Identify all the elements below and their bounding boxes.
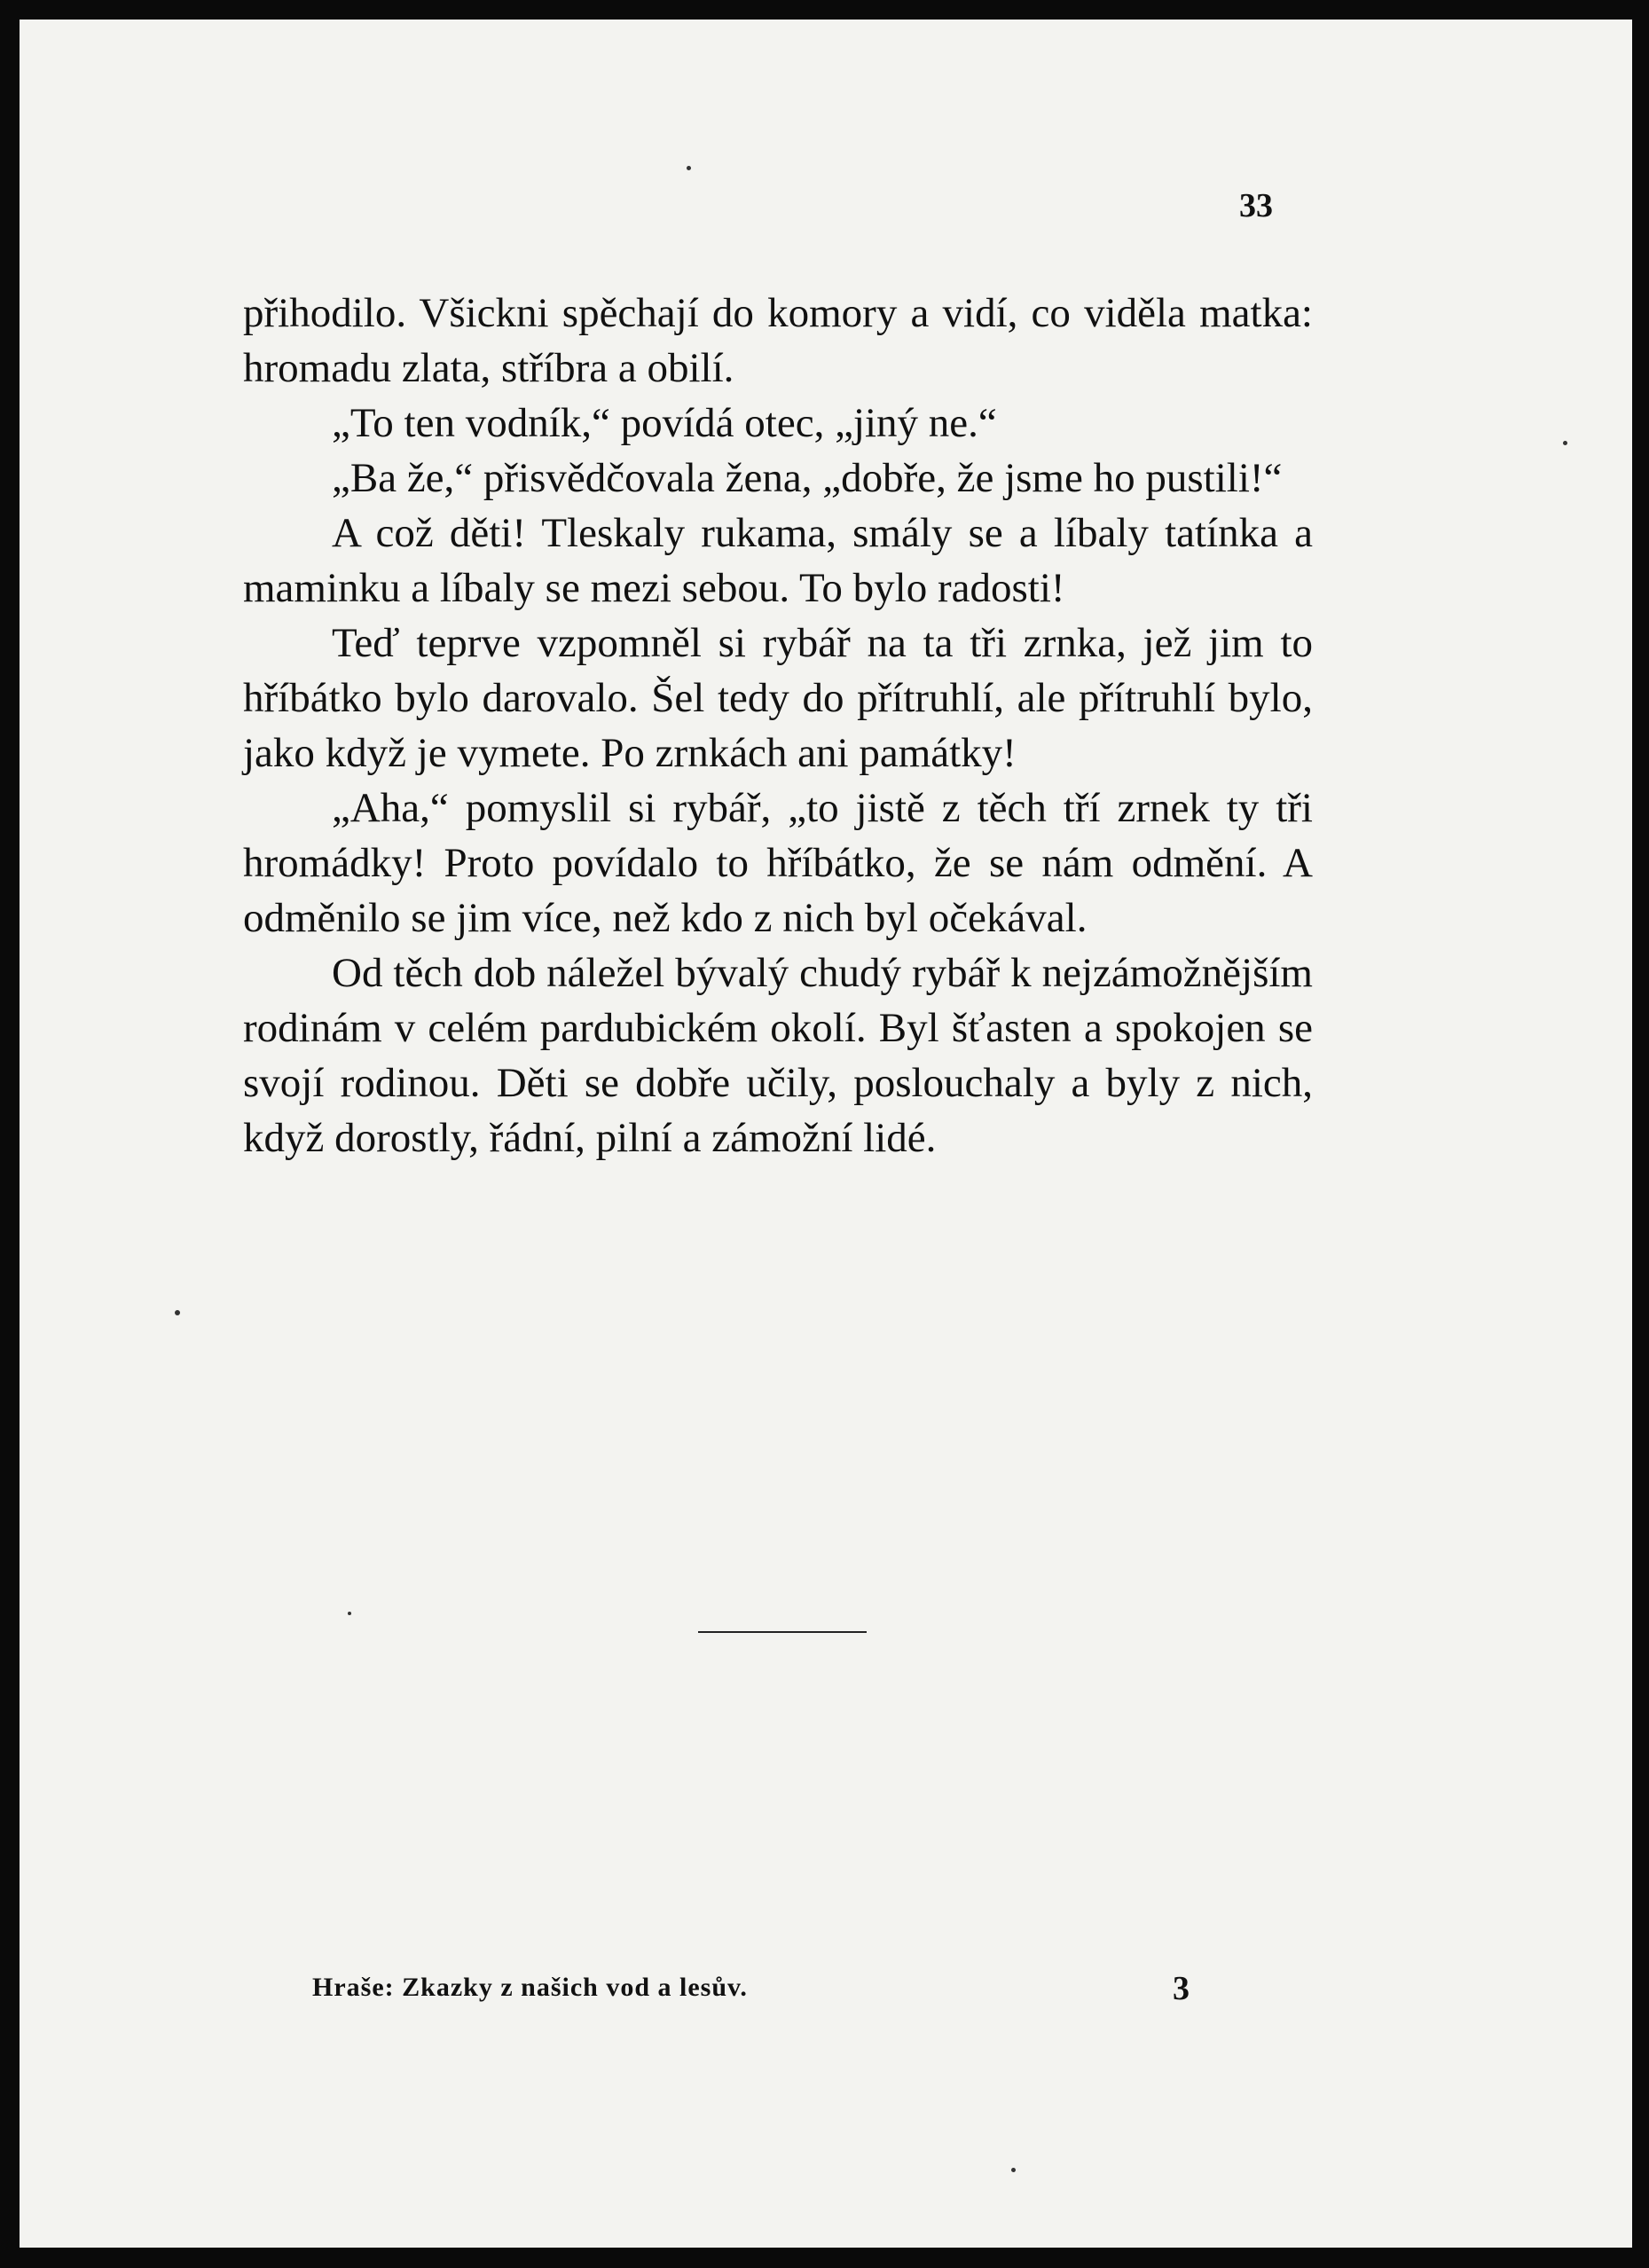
paper-speck — [1563, 441, 1567, 445]
signature-mark: 3 — [1173, 1970, 1190, 2007]
paragraph-4: A což děti! Tleskaly rukama, smály se a líbaly tatínka a maminku a líbaly se mezi sebou. To bylo radosti! — [243, 510, 1313, 611]
paper-speck — [687, 166, 691, 170]
paper-speck — [175, 1310, 180, 1315]
paragraph-3: „Ba že,“ přisvědčovala žena, „dobře, že jsme ho pustili!“ — [332, 455, 1283, 501]
paragraph-5: Teď teprve vzpomněl si rybář na ta tři zrnka, jež jim to hříbátko bylo darovalo. Šel tedy do přítruhlí, ale přítruhlí bylo, jako když je vymete. Po zrnkách ani památky! — [243, 620, 1313, 776]
paragraph-6: „Aha,“ pomyslil si rybář, „to jistě z těch tří zrnek ty tři hromádky! Proto povídalo to hříbátko, že se nám odmění. A odměnilo se jim více, než kdo z nich byl očekával. — [243, 785, 1313, 941]
footer-book-title: Hraše: Zkazky z našich vod a lesův. — [312, 1973, 748, 2002]
book-page — [20, 20, 1632, 2248]
story-text — [243, 286, 1313, 1165]
page-number: 33 — [1239, 187, 1273, 224]
paragraph-2: „To ten vodník,“ povídá otec, „jiný ne.“ — [332, 400, 997, 446]
section-end-rule — [698, 1631, 867, 1633]
paper-speck — [1011, 2168, 1016, 2172]
paragraph-1: přihodilo. Všickni spěchají do komory a vidí, co viděla matka: hromadu zlata, stříbra a obilí. — [243, 290, 1313, 391]
paragraph-7: Od těch dob náležel bývalý chudý rybář k nejzámožnějším rodinám v celém pardubickém okolí. Byl šťasten a spokojen se svojí rodinou. Děti se dobře učily, poslouchaly a byly z nich, když dorostly, řádní, pilní a zámožní lidé. — [243, 950, 1313, 1161]
paper-speck — [348, 1612, 351, 1615]
